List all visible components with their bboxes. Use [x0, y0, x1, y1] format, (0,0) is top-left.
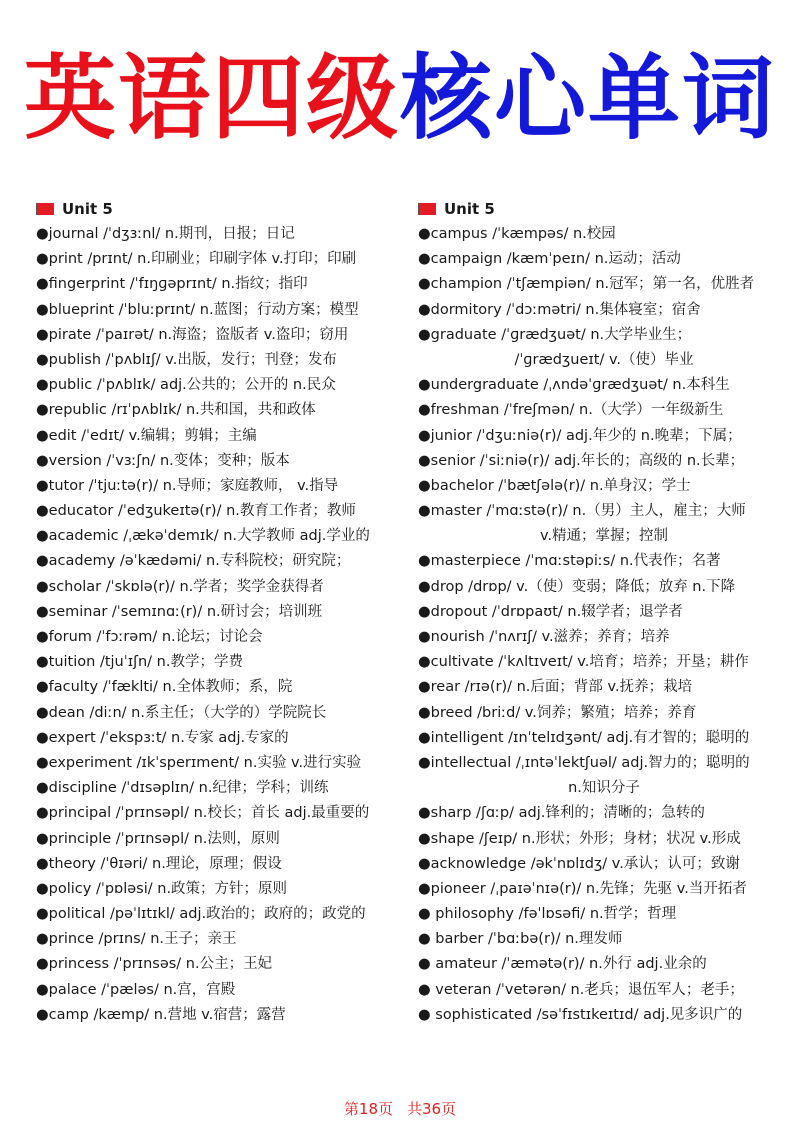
title-part-red: 英语四级	[23, 45, 400, 152]
unit-heading	[418, 196, 790, 222]
vocab-entry: ●scholar /ˈskɒlə(r)/ n.学者；奖学金获得者	[36, 578, 324, 595]
vocab-entry: ●fingerprint /ˈfɪŋɡəprɪnt/ n.指纹；指印	[36, 276, 308, 293]
vocab-entry: ● barber /ˈbɑːbə(r)/ n.理发师	[418, 931, 623, 948]
vocab-entry: ●academic /ˌækəˈdemɪk/ n.大学教师 adj.学业的	[36, 528, 370, 545]
vocab-entry: ●undergraduate /ˌʌndəˈɡrædʒuət/ n.本科生	[418, 377, 730, 394]
unit-label: Unit 5	[444, 200, 495, 218]
vocab-entry: ●tuition /tjuˈɪʃn/ n.教学；学费	[36, 654, 243, 671]
vocab-entry: ● amateur /ˈæmətə(r)/ n.外行 adj.业余的	[418, 956, 707, 973]
vocab-entry: ●principle /ˈprɪnsəpl/ n.法则，原则	[36, 830, 280, 847]
vocab-entry: ●public /ˈpʌblɪk/ adj.公共的；公开的 n.民众	[36, 377, 336, 394]
vocab-entry: ●breed /briːd/ v.饲养；繁殖；培养；养育	[418, 704, 697, 721]
vocab-list-left	[36, 222, 406, 1028]
vocab-entry: ●discipline /ˈdɪsəplɪn/ n.纪律；学科；训练	[36, 780, 329, 797]
vocab-entry: ●master /ˈmɑːstə(r)/ n.（男）主人，雇主；大师	[418, 503, 746, 520]
vocab-entry: ●intelligent /ɪnˈtelɪdʒənt/ adj.有才智的；聪明的	[418, 729, 750, 746]
vocab-entry: ●seminar /ˈsemɪnɑː(r)/ n.研讨会；培训班	[36, 603, 323, 620]
vocab-entry: ●drop /drɒp/ v.（使）变弱；降低；放弃 n.下降	[418, 578, 736, 595]
red-flag-icon	[418, 203, 436, 215]
right-column	[418, 196, 790, 1028]
vocab-entry-continuation: /ˈɡrædʒueɪt/ v.（使）毕业	[514, 351, 694, 368]
vocab-entry: ●pirate /ˈpaɪrət/ n.海盗；盗版者 v.盗印；窃用	[36, 326, 349, 343]
vocab-entry: ●forum /ˈfɔːrəm/ n.论坛；讨论会	[36, 629, 263, 645]
vocab-entry: ●acknowledge /əkˈnɒlɪdʒ/ v.承认；认可；致谢	[418, 855, 740, 872]
page-total: 共36页	[407, 1100, 457, 1118]
vocab-entry: ●cultivate /ˈkʌltɪveɪt/ v.培育；培养；开垦；耕作	[418, 654, 749, 671]
vocab-entry: ●bachelor /ˈbætʃələ(r)/ n.单身汉；学士	[418, 477, 691, 494]
vocab-entry: ●academy /əˈkædəmi/ n.专科院校；研究院；	[36, 553, 351, 570]
vocab-entry-continuation: v.精通；掌握；控制	[539, 528, 669, 545]
vocab-entry: ●experiment /ɪkˈsperɪment/ n.实验 v.进行实验	[36, 754, 362, 771]
vocab-entry: ●republic /rɪˈpʌblɪk/ n.共和国，共和政体	[36, 402, 316, 419]
left-column	[36, 196, 406, 1028]
red-flag-icon	[36, 203, 54, 215]
vocab-entry: ●dean /diːn/ n.系主任；（大学的）学院院长	[36, 704, 327, 721]
vocab-entry: ●masterpiece /ˈmɑːstəpiːs/ n.代表作；名著	[418, 553, 721, 570]
vocab-entry: ●principal /ˈprɪnsəpl/ n.校长；首长 adj.最重要的	[36, 805, 370, 822]
vocab-entry: ●faculty /ˈfæklti/ n.全体教师；系，院	[36, 679, 293, 696]
vocab-entry: ●prince /prɪns/ n.王子；亲王	[36, 931, 237, 948]
vocab-entry: ●rear /rɪə(r)/ n.后面；背部 v.抚养；栽培	[418, 679, 693, 696]
page-number: 第18页	[343, 1100, 393, 1118]
vocab-entry: ●theory /ˈθɪəri/ n.理论，原理；假设	[36, 855, 282, 872]
vocab-entry: ●junior /ˈdʒuːniə(r)/ adj.年少的 n.晚辈；下属；	[418, 427, 742, 444]
vocab-entry: ●pioneer /ˌpaɪəˈnɪə(r)/ n.先锋；先驱 v.当开拓者	[418, 880, 747, 897]
vocab-entry: ●nourish /ˈnʌrɪʃ/ v.滋养；养育；培养	[418, 629, 670, 645]
vocab-entry: ● philosophy /fəˈlɒsəfi/ n.哲学；哲理	[418, 906, 677, 923]
vocab-entry: ●camp /kæmp/ n.营地 v.宿营；露营	[36, 1006, 286, 1023]
title-part-blue: 核心单词	[400, 45, 777, 152]
page-title	[0, 44, 800, 154]
vocab-entry: ●campaign /kæmˈpeɪn/ n.运动；活动	[418, 251, 681, 268]
vocab-entry: ●graduate /ˈɡrædʒuət/ n.大学毕业生；	[418, 326, 692, 343]
vocab-entry: ● veteran /ˈvetərən/ n.老兵；退伍军人；老手；	[418, 981, 744, 998]
unit-heading	[36, 196, 406, 222]
vocab-entry: ●shape /ʃeɪp/ n.形状；外形；身材；状况 v.形成	[418, 830, 741, 847]
vocab-entry: ● sophisticated /səˈfɪstɪkeɪtɪd/ adj.见多识广的	[418, 1006, 743, 1023]
vocab-list-right	[418, 222, 790, 1028]
vocab-entry: ●campus /ˈkæmpəs/ n.校园	[418, 226, 616, 242]
vocab-entry: ●journal /ˈdʒɜːnl/ n.期刊，日报；日记	[36, 226, 295, 242]
vocab-entry: ●dormitory /ˈdɔːmətri/ n.集体寝室；宿舍	[418, 301, 701, 318]
page-footer	[0, 1098, 800, 1119]
vocab-entry: ●freshman /ˈfreʃmən/ n.（大学）一年级新生	[418, 402, 724, 419]
vocab-entry: ●educator /ˈedʒukeɪtə(r)/ n.教育工作者；教师	[36, 503, 356, 520]
vocab-entry: ●dropout /ˈdrɒpaʊt/ n.辍学者；退学者	[418, 603, 683, 620]
vocab-entry: ●expert /ˈekspɜːt/ n.专家 adj.专家的	[36, 729, 289, 746]
vocab-entry: ●tutor /ˈtjuːtə(r)/ n.导师；家庭教师， v.指导	[36, 477, 339, 494]
vocab-entry: ●version /ˈvɜːʃn/ n.变体；变种；版本	[36, 452, 290, 469]
vocab-entry-continuation: n.知识分子	[568, 780, 640, 797]
vocab-entry: ●princess /ˈprɪnsəs/ n.公主；王妃	[36, 956, 273, 973]
vocab-entry: ●intellectual /ˌɪntəˈlektʃuəl/ adj.智力的；聪明的	[418, 754, 750, 771]
vocab-entry: ●blueprint /ˈbluːprɪnt/ n.蓝图；行动方案；模型	[36, 301, 359, 318]
vocab-entry: ●publish /ˈpʌblɪʃ/ v.出版，发行；刊登；发布	[36, 351, 337, 368]
vocab-entry: ●print /prɪnt/ n.印刷业；印刷字体 v.打印；印刷	[36, 251, 357, 268]
vocab-entry: ●sharp /ʃɑːp/ adj.锋利的；清晰的；急转的	[418, 805, 705, 822]
vocab-entry: ●senior /ˈsiːniə(r)/ adj.年长的；高级的 n.长辈；	[418, 452, 745, 469]
unit-label: Unit 5	[62, 200, 113, 218]
vocab-entry: ●palace /ˈpæləs/ n.宫，宫殿	[36, 981, 236, 998]
vocab-entry: ●edit /ˈedɪt/ v.编辑；剪辑；主编	[36, 427, 257, 444]
vocab-entry: ●political /pəˈlɪtɪkl/ adj.政治的；政府的；政党的	[36, 906, 366, 923]
vocab-entry: ●champion /ˈtʃæmpiən/ n.冠军；第一名，优胜者	[418, 276, 755, 293]
vocab-entry: ●policy /ˈpɒləsi/ n.政策；方针；原则	[36, 880, 288, 897]
